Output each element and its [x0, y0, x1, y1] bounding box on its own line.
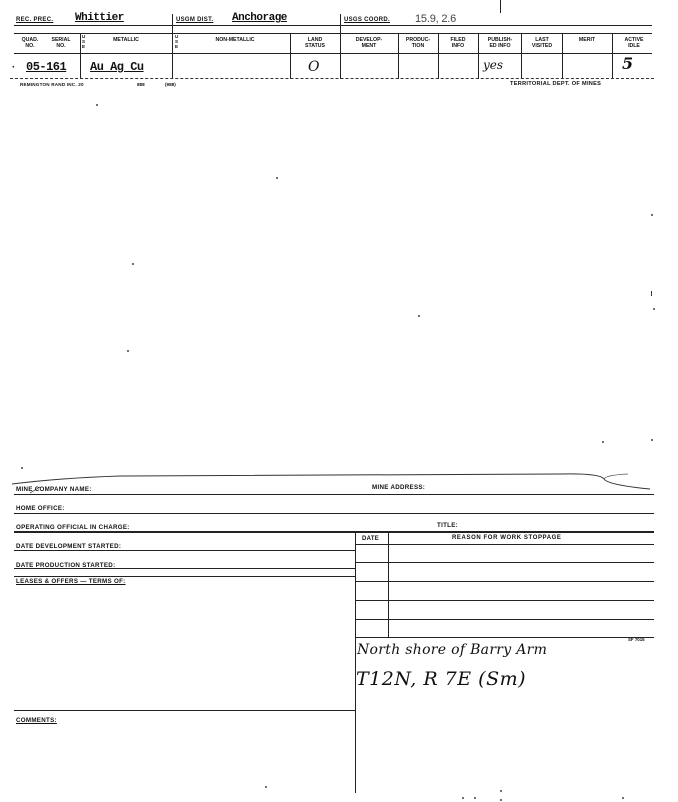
- note-township: T12N, R 7E (Sm): [356, 668, 527, 690]
- record-active-idle: 5: [622, 54, 634, 73]
- col-filed-info: FILED INFO: [450, 37, 466, 49]
- scan-speck: [127, 350, 129, 352]
- col-non-metallic: NON-METALLIC: [215, 37, 255, 43]
- printer-code-2: (988): [165, 82, 176, 87]
- scan-speck: [132, 263, 134, 265]
- scan-speck: [96, 104, 98, 106]
- scan-speck: [276, 177, 278, 179]
- divider-merit: [562, 33, 563, 79]
- usgs-coord-value: 15.9, 2.6: [415, 13, 457, 25]
- scan-speck: [500, 790, 502, 792]
- scan-speck: [418, 315, 420, 317]
- printer-code-1: 888: [137, 82, 145, 87]
- scan-speck: [651, 214, 653, 216]
- rec-prec-value: Whittier: [75, 12, 124, 24]
- printer-imprint: REMINGTON RAND INC. 20: [20, 82, 84, 87]
- row-marker: ·: [12, 62, 16, 73]
- department-imprint: TERRITORIAL DEPT. OF MINES: [510, 81, 602, 87]
- record-serial: 05-161: [26, 60, 67, 74]
- divider-active: [612, 33, 613, 79]
- stoppage-header-line: [355, 544, 654, 545]
- col-serial-no: SERIAL NO.: [51, 37, 71, 49]
- scan-speck: [651, 291, 652, 296]
- scan-speck: [462, 797, 464, 799]
- scan-speck: [500, 799, 502, 801]
- stray-mark: [500, 0, 501, 13]
- row-line-dev-started: [14, 550, 356, 551]
- divider-filed: [438, 33, 439, 79]
- scan-speck: [265, 786, 267, 788]
- leases-offers-label: LEASES & OFFERS — TERMS OF:: [16, 578, 126, 585]
- record-row-bottom: [10, 78, 654, 79]
- header-underline: [14, 25, 652, 26]
- divider-usgm: [172, 14, 173, 79]
- usgs-coord-label: USGS COORD.: [344, 17, 390, 23]
- mine-company-name-label: MINE COMPANY NAME:: [16, 486, 92, 493]
- col-active-idle: ACTIVE IDLE: [624, 37, 644, 49]
- home-office-label: HOME OFFICE:: [16, 505, 65, 512]
- divider-use1: [80, 33, 81, 79]
- record-metallic: Au Ag Cu: [90, 60, 144, 74]
- col-quad-no: QUAD. NO.: [21, 37, 39, 49]
- divider-last-visited: [521, 33, 522, 79]
- stoppage-row-5: [355, 637, 654, 638]
- divider-published: [478, 33, 479, 79]
- stoppage-row-2: [355, 581, 654, 582]
- stoppage-row-4: [355, 619, 654, 620]
- row-line-leases: [14, 576, 356, 577]
- scan-speck: [651, 439, 653, 441]
- col-metallic: METALLIC: [113, 37, 139, 43]
- stoppage-row-1: [355, 562, 654, 563]
- divider-date-col: [388, 531, 389, 638]
- row-line-company: [14, 494, 654, 495]
- col-header-bottom: [14, 53, 652, 54]
- row-line-official: [14, 531, 654, 533]
- scan-speck: [622, 797, 624, 799]
- stoppage-row-3: [355, 600, 654, 601]
- record-published-info: yes: [483, 58, 504, 72]
- col-merit: MERIT: [578, 37, 596, 43]
- form-code: SF 7015: [628, 637, 645, 642]
- title-label: TITLE:: [437, 522, 459, 529]
- col-use-1: U S E: [82, 34, 86, 49]
- col-land-status: LAND STATUS: [305, 37, 325, 49]
- record-land-status: O: [308, 59, 320, 75]
- scan-speck: [602, 441, 604, 443]
- usgm-dist-value: Anchorage: [232, 12, 287, 24]
- row-line-comments: [14, 710, 356, 711]
- usgm-dist-label: USGM DIST.: [176, 17, 214, 23]
- col-published-info: PUBLISH- ED INFO: [487, 37, 513, 49]
- scan-speck: [653, 308, 655, 310]
- scan-speck: [474, 797, 476, 799]
- mine-address-label: MINE ADDRESS:: [372, 484, 426, 491]
- date-development-started-label: DATE DEVELOPMENT STARTED:: [16, 543, 122, 550]
- col-development: DEVELOP- MENT: [355, 37, 383, 49]
- divider-land: [290, 33, 291, 79]
- reason-col-header: REASON FOR WORK STOPPAGE: [452, 535, 562, 541]
- row-line-home-office: [14, 513, 654, 514]
- operating-official-label: OPERATING OFFICIAL IN CHARGE:: [16, 524, 130, 531]
- comments-label: COMMENTS:: [16, 717, 57, 724]
- rec-prec-label: REC. PREC.: [16, 17, 54, 23]
- date-production-started-label: DATE PRODUCTION STARTED:: [16, 562, 116, 569]
- col-production: PRODUC- TION: [405, 37, 431, 49]
- divider-stoppage-table: [355, 531, 356, 793]
- note-location: North shore of Barry Arm: [357, 642, 548, 658]
- col-last-visited: LAST VISITED: [531, 37, 553, 49]
- col-use-2: U S E: [175, 34, 179, 49]
- divider-production: [398, 33, 399, 79]
- date-col-header: DATE: [362, 536, 380, 542]
- divider-usgs: [340, 14, 341, 79]
- col-header-top: [14, 33, 652, 34]
